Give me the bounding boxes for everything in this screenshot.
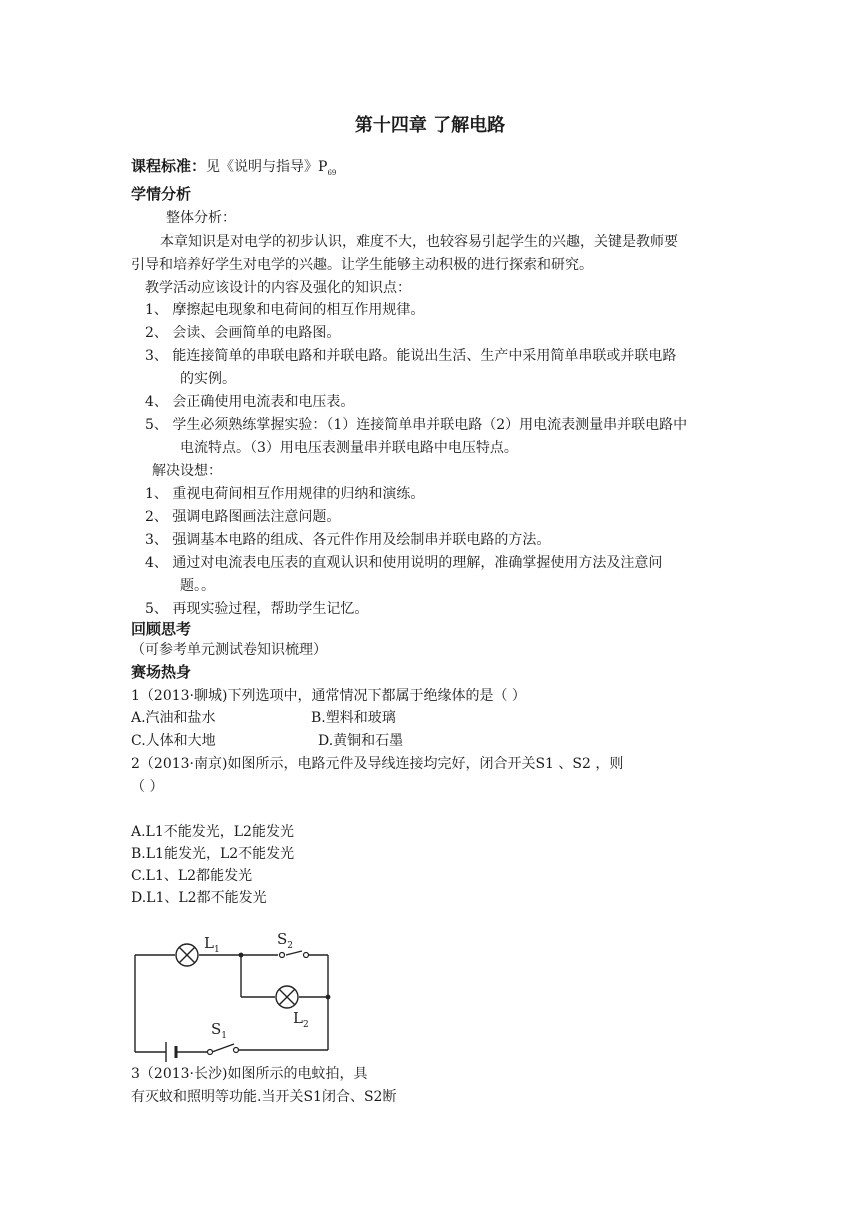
solution-label: 解决设想： [152, 463, 222, 479]
overall-label: 整体分析： [166, 210, 236, 226]
course-standard-page: 69 [327, 168, 337, 177]
course-standard-label: 课程标准： [131, 157, 207, 175]
switch-s2-contact [304, 953, 309, 958]
switch-s2-contact [280, 953, 285, 958]
label-l2: $L_2$ [293, 1009, 309, 1030]
label-s2: $S_2$ [277, 930, 294, 951]
question-1-option-b: B.塑料和玻璃 [311, 710, 396, 726]
junction-dot [326, 995, 331, 1000]
question-2-option: D.L1、L2都不能发光 [131, 890, 267, 906]
point-item: 5、 学生必须熟练掌握实验：（1）连接简单串并联电路（2）用电流表测量串并联电路中 [145, 417, 688, 433]
solution-item: 3、 强调基本电路的组成、各元件作用及绘制串并联电路的方法。 [145, 532, 551, 548]
solution-item: 1、 重视电荷间相互作用规律的归纳和演练。 [145, 486, 425, 502]
circuit-diagram [120, 922, 360, 1072]
question-2-option: C.L1、L2都能发光 [131, 868, 253, 884]
point-item: 2、 会读、会画简单的电路图。 [145, 325, 341, 341]
question-3-stem-cont: 有灭蚊和照明等功能.当开关S1闭合、S2断 [131, 1089, 397, 1105]
lamp-l1-icon [176, 944, 198, 966]
question-2-option: B.L1能发光，L2不能发光 [131, 846, 295, 862]
analysis-para-1: 本章知识是对电学的初步认识，难度不大，也较容易引起学生的兴趣，关键是教师要 [160, 234, 678, 250]
solution-item-cont: 题。。 [180, 578, 215, 594]
label-s1: $S_1$ [211, 1020, 228, 1041]
course-standard [131, 156, 336, 183]
lamp-l2-icon [276, 986, 298, 1008]
question-1-option-a: A.汽油和盐水 [131, 710, 216, 726]
point-item-cont: 的实例。 [180, 371, 236, 387]
switch-s1-contact [208, 1050, 213, 1055]
question-2-stem: 2（2013·南京)如图所示，电路元件及导线连接均完好，闭合开关S1 、S2 ，则 [131, 756, 624, 772]
warmup-heading: 赛场热身 [131, 663, 192, 681]
question-1-stem: 1（2013·聊城)下列选项中，通常情况下都属于绝缘体的是（ ） [131, 688, 526, 704]
switch-s1-contact [234, 1048, 239, 1053]
analysis-heading: 学情分析 [131, 185, 192, 203]
question-1-option-d: D.黄铜和石墨 [318, 733, 404, 749]
question-2-stem-cont: （ ） [131, 779, 164, 795]
page-title: 第十四章 了解电路 [354, 115, 506, 136]
analysis-para-2: 引导和培养好学生对电学的兴趣。让学生能够主动积极的进行探索和研究。 [131, 257, 593, 273]
label-l1: $L_1$ [204, 934, 220, 955]
question-3-stem: 3（2013·长沙)如图所示的电蚊拍，具 [131, 1066, 368, 1082]
solution-item: 4、 通过对电流表电压表的直观认识和使用说明的理解，准确掌握使用方法及注意问 [145, 555, 663, 571]
junction-dot [239, 953, 244, 958]
question-1-option-c: C.人体和大地 [131, 733, 216, 749]
point-item: 4、 会正确使用电流表和电压表。 [145, 394, 355, 410]
point-item: 1、 摩擦起电现象和电荷间的相互作用规律。 [145, 302, 425, 318]
question-2-option: A.L1不能发光，L2能发光 [131, 824, 294, 840]
solution-item: 5、 再现实验过程，帮助学生记忆。 [145, 601, 369, 617]
point-item: 3、 能连接简单的串联电路和并联电路。能说出生活、生产中采用简单串联或并联电路 [145, 348, 677, 364]
course-standard-text: 见《说明与指导》P [206, 159, 328, 175]
point-item-cont: 电流特点。（3）用电压表测量串并联电路中电压特点。 [180, 440, 518, 456]
review-note: （可参考单元测试卷知识梳理） [131, 642, 327, 658]
points-intro: 教学活动应该设计的内容及强化的知识点： [145, 280, 411, 296]
solution-item: 2、 强调电路图画法注意问题。 [145, 509, 341, 525]
review-heading: 回顾思考 [131, 620, 192, 638]
